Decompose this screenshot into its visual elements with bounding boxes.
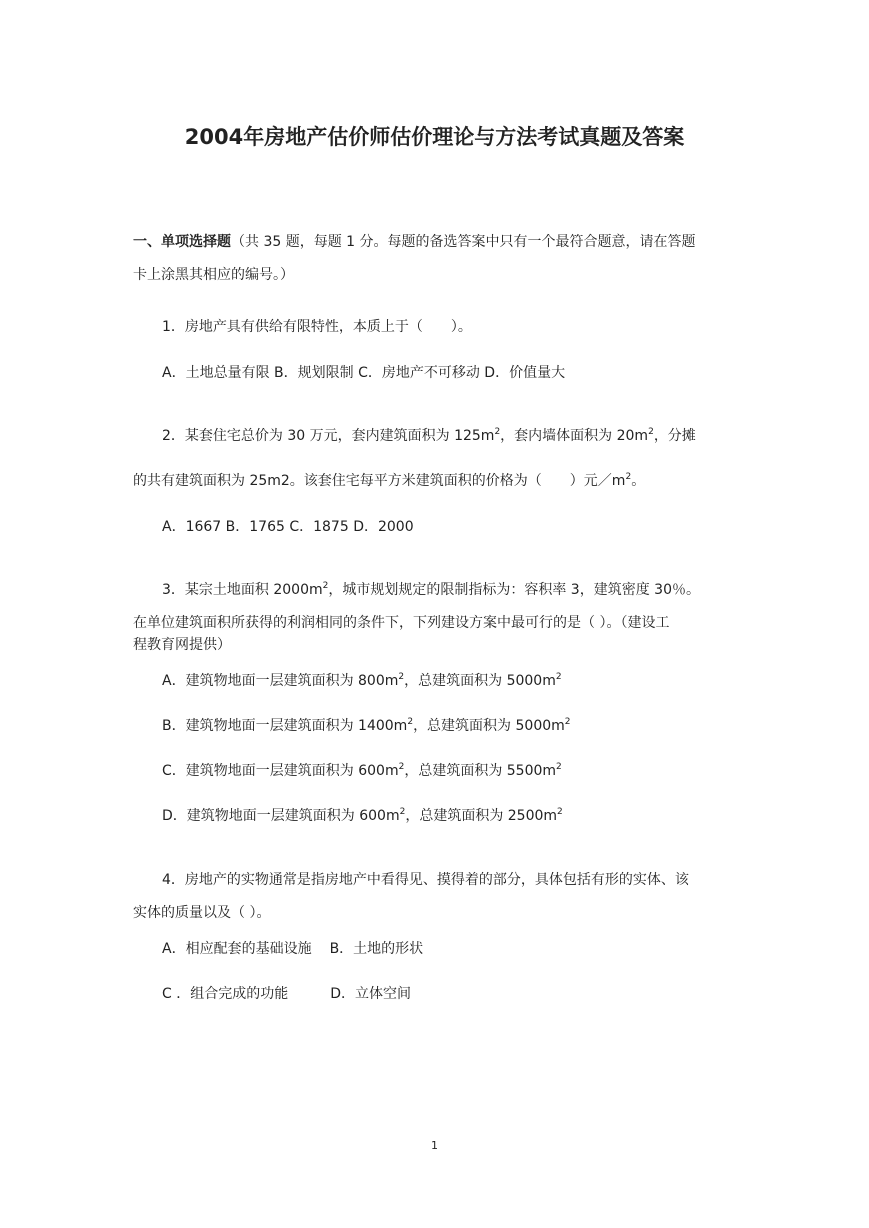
q2-sup-3: 2 (625, 472, 632, 482)
q1-stem: 1．房地产具有供给有限特性，本质上于（ ）。 (162, 319, 472, 335)
q2-stem-c: ，分摊 (653, 428, 696, 444)
page-number: 1 (431, 1139, 438, 1152)
q3-stem-a: 3．某宗土地面积 2000m (162, 582, 323, 598)
q3-option-c-sup-1: 2 (398, 762, 405, 772)
q2-stem-d: 的共有建筑面积为 25m2。该套住宅每平方米建筑面积的价格为（ ）元／m (133, 473, 626, 489)
q4-stem-line-2: 实体的质量以及（ ）。 (133, 905, 271, 921)
q3-option-b (162, 716, 571, 736)
q3-option-b-text-1: B．建筑物地面一层建筑面积为 1400m (162, 718, 408, 734)
q3-option-d (162, 806, 563, 826)
q3-option-d-sup-1: 2 (399, 807, 406, 817)
q3-option-b-sup-2: 2 (564, 717, 571, 727)
section-heading: 一、单项选择题 (133, 234, 231, 250)
q4-options-row-1 (162, 939, 423, 959)
q3-option-a-sup-2: 2 (555, 672, 562, 682)
q3-option-a-text-2: ，总建筑面积为 5000m (404, 673, 556, 689)
page-title: 2004年房地产估价师估价理论与方法考试真题及答案 (184, 125, 685, 149)
q4-option-c: C ．组合完成的功能 (162, 986, 289, 1002)
section-intro-line-1 (133, 232, 696, 252)
q2-stem-e: 。 (631, 473, 646, 489)
q4-option-b: B．土地的形状 (329, 941, 424, 957)
q3-option-c-sup-2: 2 (556, 762, 562, 772)
q3-option-c-text-1: C．建筑物地面一层建筑面积为 600m (162, 763, 399, 779)
q3-option-d-sup-2: 2 (557, 807, 563, 817)
q3-option-a-text-1: A．建筑物地面一层建筑面积为 800m (162, 673, 399, 689)
q3-option-a (162, 671, 562, 691)
q2-stem-line-1 (162, 426, 696, 446)
q3-option-a-sup-1: 2 (398, 672, 405, 682)
q3-option-d-text-2: ，总建筑面积为 2500m (405, 808, 558, 824)
q3-option-b-sup-1: 2 (407, 717, 414, 727)
q3-option-c (162, 761, 562, 781)
q2-options: A．1667 B．1765 C．1875 D．2000 (162, 519, 414, 535)
q3-option-c-text-2: ，总建筑面积为 5500m (404, 763, 557, 779)
section-desc-1: （共 35 题，每题 1 分。每题的备选答案中只有一个最符合题意，请在答题 (231, 234, 696, 250)
q3-stem-line-2: 在单位建筑面积所获得的利润相同的条件下，下列建设方案中最可行的是（ ）。（建设工 (133, 615, 670, 631)
q2-stem-a: 2．某套住宅总价为 30 万元，套内建筑面积为 125m (162, 428, 495, 444)
q1-options: A．土地总量有限 B．规划限制 C．房地产不可移动 D．价值量大 (162, 365, 566, 381)
q4-options-row-2 (162, 984, 411, 1004)
q3-sup-1: 2 (322, 581, 329, 591)
q2-sup-2: 2 (648, 427, 654, 437)
q2-stem-b: ，套内墙体面积为 20m (500, 428, 649, 444)
q3-stem-line-3: 程教育网提供） (133, 637, 231, 653)
q4-option-a: A．相应配套的基础设施 (162, 941, 312, 957)
q3-option-d-text-1: D．建筑物地面一层建筑面积为 600m (162, 808, 400, 824)
q3-option-b-text-2: ，总建筑面积为 5000m (413, 718, 565, 734)
q2-stem-line-2 (133, 471, 645, 491)
section-intro-line-2: 卡上涂黑其相应的编号。） (133, 267, 294, 283)
q4-stem-line-1: 4．房地产的实物通常是指房地产中看得见、摸得着的部分，具体包括有形的实体、该 (162, 872, 689, 888)
q3-stem-line-1 (162, 580, 700, 600)
q4-option-d: D．立体空间 (330, 986, 412, 1002)
q2-sup-1: 2 (494, 427, 501, 437)
q3-stem-b: ，城市规划规定的限制指标为：容积率 3，建筑密度 30％。 (328, 582, 700, 598)
